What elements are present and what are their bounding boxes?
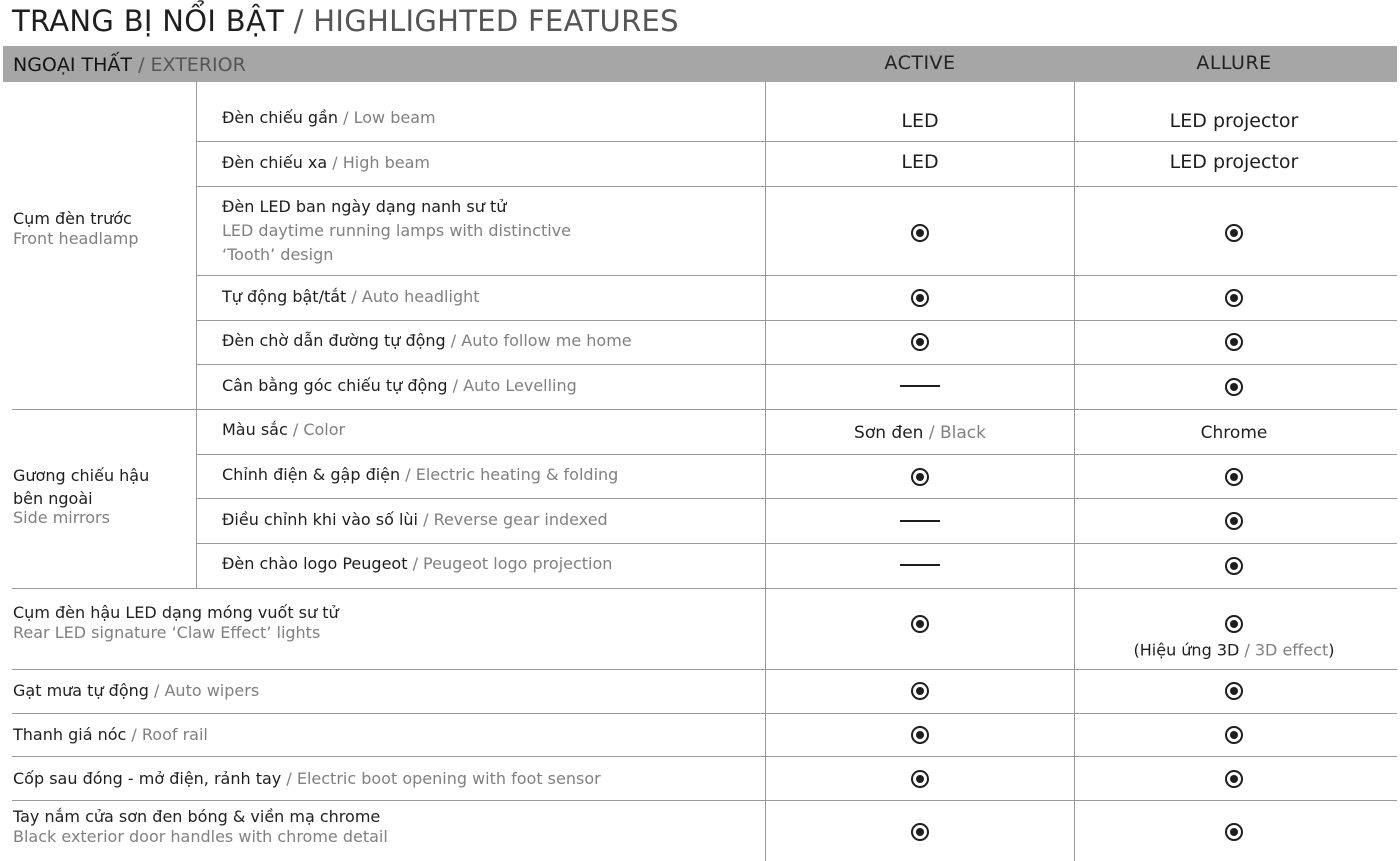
check-active-rear-lights [910, 614, 930, 634]
grid-line [196, 275, 1397, 276]
feature-label-follow-me-home: Đèn chờ dẫn đường tự động / Auto follow me home [222, 331, 632, 350]
grid-line [12, 713, 1397, 714]
page-title: TRANG BỊ NỔI BẬT / HIGHLIGHTED FEATURES [12, 4, 679, 38]
value-allure-low-beam: LED projector [1169, 110, 1299, 132]
check-active-boot [910, 769, 930, 789]
check-active-wipers [910, 681, 930, 701]
feature-label-wipers: Gạt mưa tự động / Auto wipers [13, 681, 260, 700]
feature-label-door-handles: Tay nắm cửa sơn đen bóng & viền mạ chrome Black exterior door handles with chrome detail [13, 807, 388, 846]
not-available-active-reverse-indexed [900, 520, 940, 522]
grid-line [196, 498, 1397, 499]
feature-label-mirror-folding: Chỉnh điện & gập điện / Electric heating & folding [222, 465, 619, 484]
check-allure-mirror-folding [1224, 467, 1244, 487]
check-active-door-handles [910, 822, 930, 842]
not-available-active-levelling [900, 385, 940, 387]
grid-line [196, 141, 1397, 142]
feature-label-levelling: Cân bằng góc chiếu tự động / Auto Levelling [222, 376, 577, 395]
check-active-auto-headlight [910, 288, 930, 308]
grid-line [765, 82, 766, 861]
check-allure-drl [1224, 223, 1244, 243]
feature-label-reverse-indexed: Điều chỉnh khi vào số lùi / Reverse gear indexed [222, 510, 608, 529]
not-available-active-logo-projection [900, 564, 940, 566]
group-label-headlamp: Cụm đèn trước Front headlamp [13, 209, 139, 248]
value-active-high-beam: LED [901, 151, 939, 173]
check-active-mirror-folding [910, 467, 930, 487]
check-allure-levelling [1224, 377, 1244, 397]
grid-line [12, 756, 1397, 757]
grid-line [12, 409, 1397, 410]
check-allure-boot [1224, 769, 1244, 789]
grid-line [196, 186, 1397, 187]
check-allure-reverse-indexed [1224, 511, 1244, 531]
feature-label-boot: Cốp sau đóng - mở điện, rảnh tay / Electric boot opening with foot sensor [13, 769, 601, 788]
grid-line [196, 454, 1397, 455]
check-allure-auto-headlight [1224, 288, 1244, 308]
grid-line [196, 82, 197, 588]
grid-line [196, 320, 1397, 321]
feature-label-rear-lights: Cụm đèn hậu LED dạng móng vuốt sư tử Rear LED signature ‘Claw Effect’ lights [13, 603, 339, 642]
value-active-low-beam: LED [901, 110, 939, 132]
value-active-mirror-color: Sơn đen / Black [854, 423, 986, 443]
check-allure-roof-rail [1224, 725, 1244, 745]
grid-line [1074, 82, 1075, 861]
group-label-mirrors: Gương chiếu hậu bên ngoài Side mirrors [13, 466, 150, 527]
column-header-allure: ALLURE [1196, 52, 1272, 74]
allure-rear-lights-note: (Hiệu ứng 3D / 3D effect) [1133, 640, 1335, 660]
feature-label-auto-headlight: Tự động bật/tắt / Auto headlight [222, 287, 480, 306]
check-allure-rear-lights [1224, 614, 1244, 634]
value-allure-mirror-color: Chrome [1200, 423, 1268, 443]
check-active-roof-rail [910, 725, 930, 745]
check-allure-logo-projection [1224, 556, 1244, 576]
grid-line [12, 669, 1397, 670]
check-allure-wipers [1224, 681, 1244, 701]
feature-label-high-beam: Đèn chiếu xa / High beam [222, 153, 431, 172]
check-allure-door-handles [1224, 822, 1244, 842]
feature-label-logo-projection: Đèn chào logo Peugeot / Peugeot logo projection [222, 554, 613, 573]
check-allure-follow-me-home [1224, 332, 1244, 352]
check-active-drl [910, 223, 930, 243]
feature-label-low-beam: Đèn chiếu gần / Low beam [222, 108, 436, 127]
grid-line [12, 800, 1397, 801]
feature-label-roof-rail: Thanh giá nóc / Roof rail [13, 725, 208, 744]
feature-label-drl: Đèn LED ban ngày dạng nanh sư tử LED daytime running lamps with distinctive ‘Tooth’ design [222, 197, 571, 264]
column-header-active: ACTIVE [884, 52, 956, 74]
value-allure-high-beam: LED projector [1169, 151, 1299, 173]
section-title: NGOẠI THẤT / EXTERIOR [13, 54, 246, 76]
grid-line [12, 588, 1397, 589]
grid-line [196, 364, 1397, 365]
check-active-follow-me-home [910, 332, 930, 352]
section-header [3, 46, 1397, 82]
grid-line [196, 543, 1397, 544]
feature-label-mirror-color: Màu sắc / Color [222, 420, 346, 439]
